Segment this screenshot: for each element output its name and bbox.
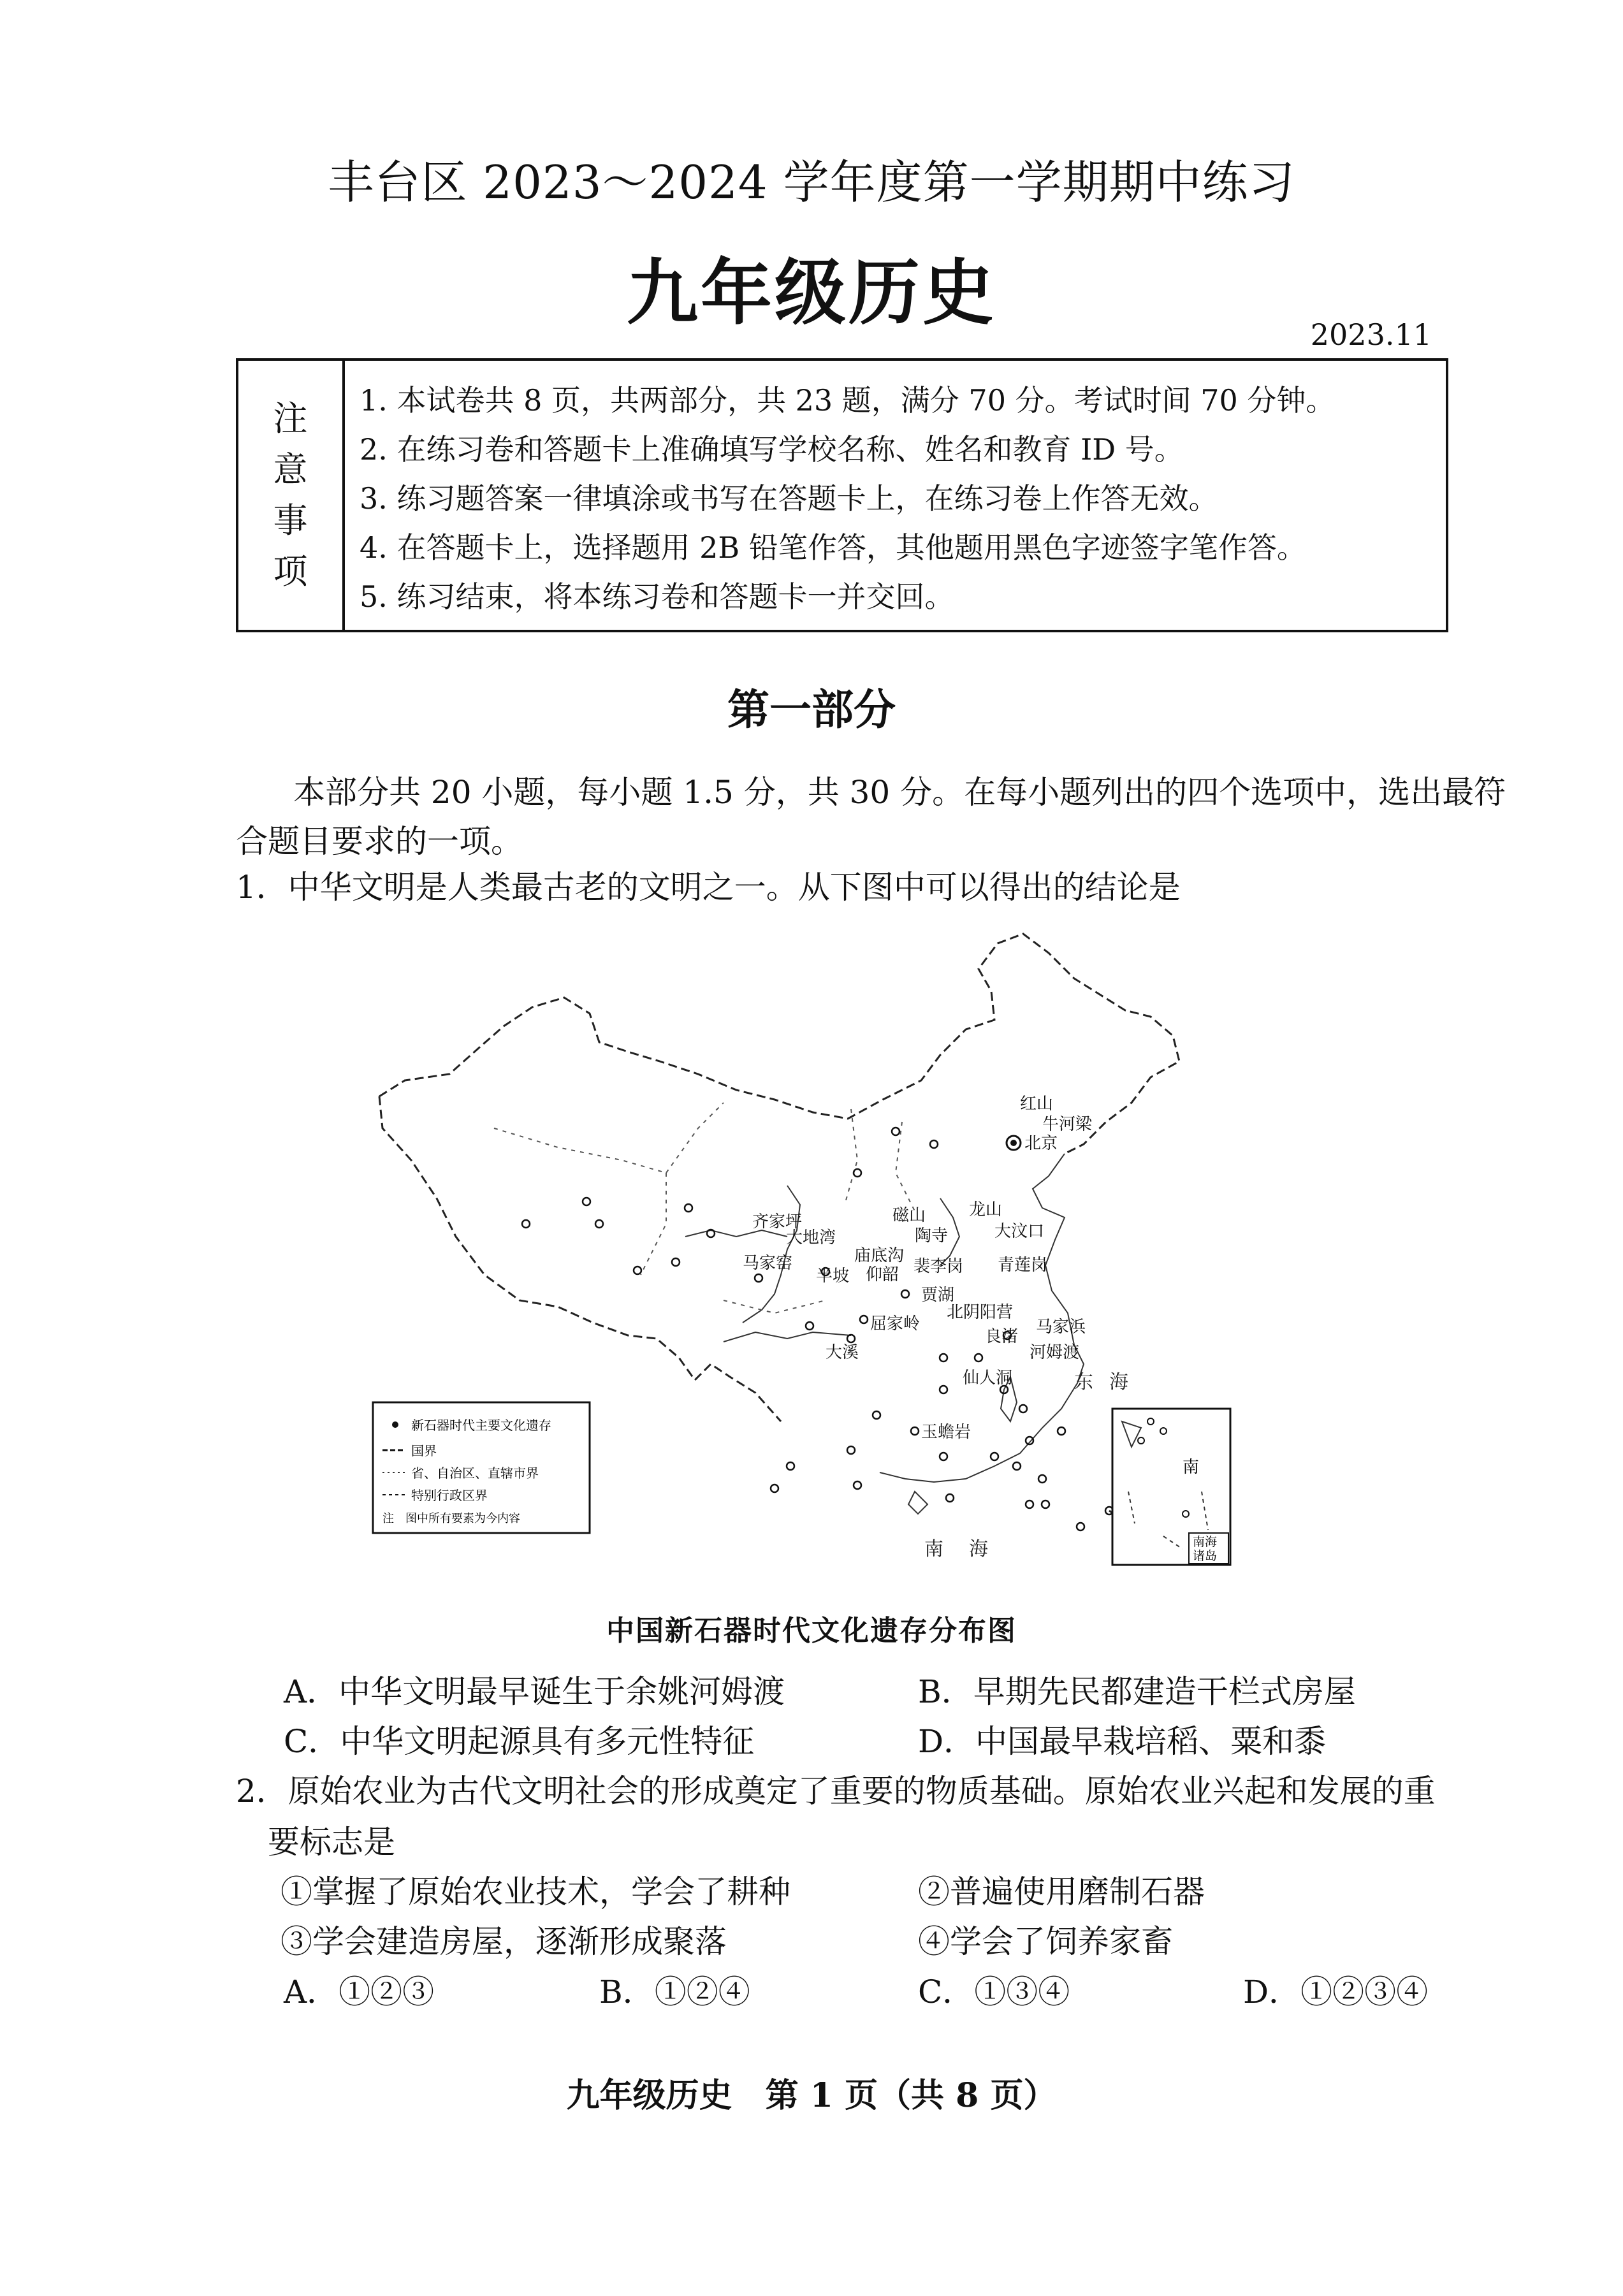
site-label-liangzhu: 良渚 (985, 1327, 1019, 1346)
site-label-yangshao: 仰韶 (866, 1265, 899, 1284)
site-dot (1077, 1523, 1084, 1530)
site-dot (787, 1462, 794, 1470)
site-label-majiabang: 马家浜 (1036, 1318, 1086, 1337)
question-2-item-3: ③学会建造房屋，逐渐形成聚落 (280, 1923, 727, 1960)
site-dot (806, 1322, 813, 1330)
notice-label-char: 事 (273, 500, 308, 541)
notice-label (238, 361, 345, 630)
site-dot (854, 1481, 861, 1489)
china-map (367, 918, 1246, 1581)
site-dot (685, 1204, 692, 1212)
question-2-item-4: ④学会了饲养家畜 (918, 1923, 1173, 1960)
site-dot (771, 1485, 778, 1492)
site-label-banpo: 半坡 (816, 1267, 850, 1286)
legend-sar-text: 特别行政区界 (411, 1488, 488, 1503)
site-label-taosi: 陶寺 (915, 1226, 949, 1246)
site-label-longshan: 龙山 (969, 1200, 1003, 1219)
site-label-yuchanyan: 玉蟾岩 (921, 1423, 972, 1442)
inset-islands-label: 诸岛 (1193, 1549, 1218, 1563)
question-2-option-b: B．①②④ (599, 1973, 750, 2010)
question-2-option-d: D．①②③④ (1243, 1973, 1429, 2010)
question-1-option-c: C．中华文明起源具有多元性特征 (284, 1723, 755, 1760)
site-label-qujialing: 屈家岭 (870, 1314, 921, 1333)
site-label-qijiaping: 齐家坪 (752, 1212, 803, 1232)
question-2-item-1: ①掌握了原始农业技术，学会了耕种 (280, 1873, 790, 1910)
site-label-beijing: 北京 (1024, 1134, 1058, 1153)
site-label-miaodigou: 庙底沟 (854, 1246, 905, 1265)
notice-item: 2. 在练习卷和答题卡上准确填写学校名称、姓名和教育 ID 号。 (360, 432, 1184, 467)
legend-site-text: 新石器时代主要文化遗存 (411, 1418, 551, 1433)
notice-item: 3. 练习题答案一律填涂或书写在答题卡上，在练习卷上作答无效。 (360, 481, 1218, 516)
site-label-cishan: 磁山 (892, 1206, 926, 1225)
site-dot (892, 1128, 899, 1135)
notice-label-char: 意 (273, 449, 308, 490)
page-footer: 九年级历史 第 1 页（共 8 页） (566, 2076, 1057, 2115)
question-2-option-a: A．①②③ (284, 1973, 435, 2010)
question-2-option-c: C．①③④ (918, 1973, 1070, 2010)
notice-list (360, 376, 1433, 621)
inset-sea-label: 南 (1183, 1458, 1200, 1477)
part-one-title: 第一部分 (727, 685, 896, 734)
legend-national-text: 国界 (411, 1443, 437, 1458)
question-2-stem-line1: 2．原始农业为古代文明社会的形成奠定了重要的物质基础。原始农业兴起和发展的重 (236, 1773, 1436, 1810)
east-sea-label: 东 (1074, 1371, 1093, 1393)
provincial-borders (494, 1103, 915, 1313)
inset-islands-label: 南海 (1193, 1535, 1218, 1549)
site-dot (991, 1453, 998, 1460)
site-label-hongshan: 红山 (1020, 1094, 1054, 1114)
part-instructions-line1: 本部分共 20 小题，每小题 1.5 分，共 30 分。在每小题列出的四个选项中，选出最符 (293, 774, 1506, 811)
legend-box (373, 1402, 590, 1533)
legend-site-symbol (392, 1421, 398, 1428)
notice-label-char: 注 (273, 398, 308, 439)
notice-box (236, 358, 1448, 632)
part-instructions-line2: 合题目要求的一项。 (236, 823, 523, 860)
site-dot (860, 1316, 868, 1323)
site-dot (1058, 1427, 1065, 1435)
site-dot (1042, 1500, 1049, 1508)
question-2-stem-line2: 要标志是 (268, 1824, 395, 1861)
south-sea-inset (1112, 1409, 1230, 1565)
notice-item: 4. 在答题卡上，选择题用 2B 铅笔作答，其他题用黑色字迹签字笔作答。 (360, 530, 1306, 565)
question-1-option-b: B．早期先民都建造干栏式房屋 (918, 1673, 1356, 1710)
south-sea-label: 海 (969, 1538, 988, 1560)
subject-title: 九年级历史 (627, 251, 996, 335)
exam-date: 2023.11 (1310, 317, 1432, 352)
site-dot (940, 1354, 947, 1362)
site-dot (522, 1220, 530, 1228)
site-dot (911, 1427, 919, 1435)
site-label-xianrendong: 仙人洞 (963, 1369, 1013, 1388)
neolithic-sites-map (367, 918, 1246, 1581)
question-2-item-2: ②普遍使用磨制石器 (918, 1873, 1205, 1910)
site-label-daxi: 大溪 (826, 1343, 859, 1362)
site-dot (901, 1290, 909, 1298)
site-dot (672, 1258, 680, 1266)
site-dot (595, 1220, 603, 1228)
site-dot (847, 1335, 855, 1342)
question-1-option-d: D．中国最早栽培稻、粟和黍 (918, 1723, 1327, 1760)
notice-item: 5. 练习结束，将本练习卷和答题卡一并交回。 (360, 579, 954, 614)
site-dot (1019, 1405, 1027, 1413)
site-dot (1026, 1500, 1033, 1508)
site-label-dawenkou: 大汶口 (994, 1222, 1045, 1241)
site-dot (854, 1169, 861, 1177)
site-dot (873, 1411, 880, 1419)
map-caption: 中国新石器时代文化遗存分布图 (606, 1615, 1017, 1647)
site-dot (634, 1267, 641, 1274)
notice-label-char: 项 (273, 551, 308, 592)
exam-title: 丰台区 2023～2024 学年度第一学期期中练习 (328, 156, 1295, 209)
capital-center (1010, 1140, 1017, 1146)
question-1-option-a: A．中华文明最早诞生于余姚河姆渡 (284, 1673, 785, 1710)
site-label-beiyinyangying: 北阴阳营 (947, 1303, 1014, 1322)
site-label-niuheliang: 牛河梁 (1042, 1115, 1093, 1134)
site-label-hemudu: 河姆渡 (1030, 1343, 1080, 1362)
legend-note: 注 图中所有要素为今内容 (382, 1512, 520, 1525)
site-dot (583, 1198, 590, 1205)
site-label-qinglian: 青莲岗 (998, 1256, 1048, 1275)
site-label-dadiwan: 大地湾 (786, 1228, 836, 1247)
coastline (685, 1154, 1084, 1514)
site-dot (847, 1446, 855, 1454)
site-dot (1038, 1475, 1046, 1483)
site-dots (522, 1128, 1123, 1543)
sea-labels (924, 1371, 1128, 1560)
site-dot (940, 1453, 947, 1460)
south-sea-label: 南 (924, 1538, 943, 1560)
site-dot (930, 1140, 938, 1148)
beijing-marker (1007, 1136, 1021, 1150)
site-dot (975, 1354, 982, 1362)
notice-item: 1. 本试卷共 8 页，共两部分，共 23 题，满分 70 分。考试时间 70 分钟。 (360, 383, 1336, 418)
site-label-jiahu: 贾湖 (921, 1286, 955, 1305)
site-dot (940, 1386, 947, 1393)
site-label-peiligang: 裴李岗 (913, 1257, 964, 1276)
east-sea-label: 海 (1109, 1371, 1128, 1393)
legend-provincial-text: 省、自治区、直辖市界 (411, 1465, 539, 1481)
site-dot (946, 1494, 954, 1502)
site-labels (743, 1094, 1093, 1442)
site-label-majiayao: 马家窑 (743, 1254, 793, 1273)
question-1-stem: 1．中华文明是人类最古老的文明之一。从下图中可以得出的结论是 (236, 869, 1181, 906)
site-dot (1013, 1462, 1021, 1470)
site-dot (755, 1274, 762, 1282)
